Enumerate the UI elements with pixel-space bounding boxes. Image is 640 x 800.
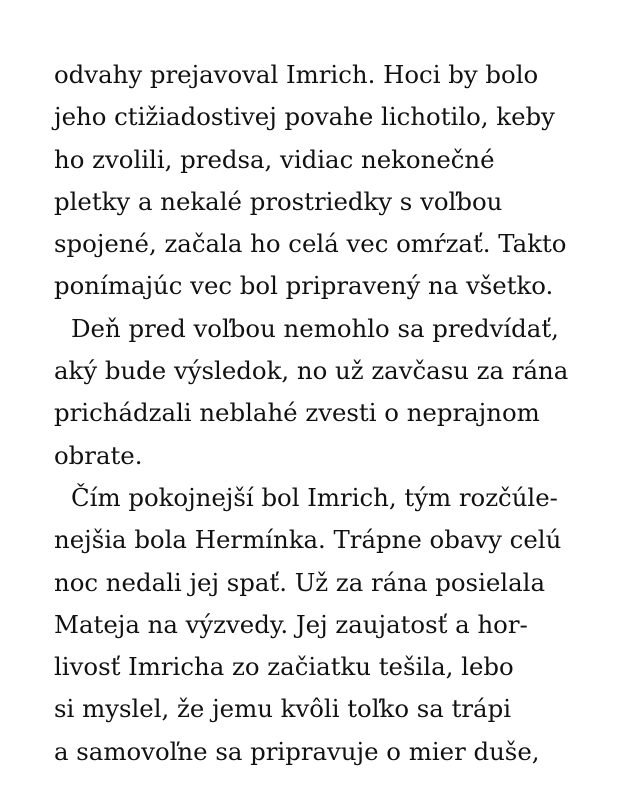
text-line: pletky a nekalé prostriedky s voľbou <box>54 186 503 216</box>
page-text <box>54 58 614 777</box>
paragraph-start-line: Deň pred voľbou nemohlo sa predvídať, <box>71 313 559 343</box>
paragraph-start-line: Čím pokojnejší bol Imrich, tým rozčúle- <box>71 482 558 512</box>
text-line: si myslel, že jemu kvôli toľko sa trápi <box>54 694 511 724</box>
text-line: aký bude výsledok, no už zavčasu za rána <box>54 356 569 386</box>
text-line: Mateja na výzvedy. Jej zaujatosť a hor- <box>54 609 528 639</box>
text-line: nejšia bola Hermínka. Trápne obavy celú <box>54 525 562 555</box>
text-line: noc nedali jej spať. Už za rána posielala <box>54 567 545 597</box>
text-line: prichádzali neblahé zvesti o neprajnom <box>54 398 540 428</box>
text-line: livosť Imricha zo začiatku tešila, lebo <box>54 652 514 682</box>
text-line: a samovoľne sa pripravuje o mier duše, <box>54 736 540 766</box>
text-line: ho zvolili, predsa, vidiac nekonečné <box>54 144 495 174</box>
text-line: ponímajúc vec bol pripravený na všetko. <box>54 271 554 301</box>
text-line: jeho ctižiadostivej povahe lichotilo, keby <box>54 102 555 132</box>
text-line: obrate. <box>54 440 143 470</box>
text-line: odvahy prejavoval Imrich. Hoci by bolo <box>54 60 539 89</box>
text-line: spojené, začala ho celá vec omŕzať. Takto <box>54 229 567 259</box>
